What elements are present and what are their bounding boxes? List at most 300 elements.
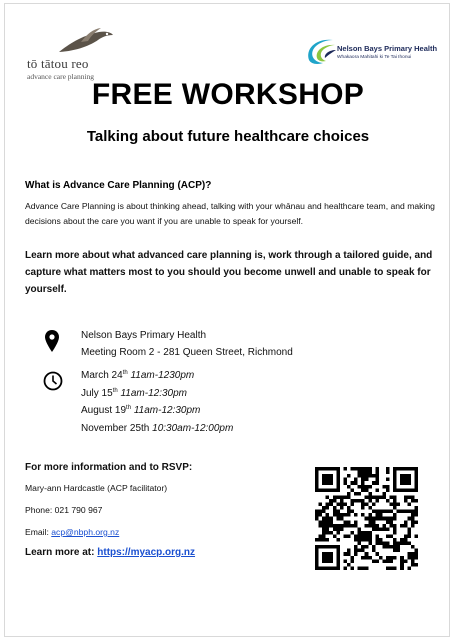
qr-module	[390, 495, 394, 499]
qr-module	[336, 556, 340, 560]
qr-module	[375, 552, 379, 556]
qr-module	[340, 527, 344, 531]
session-date: November 25th 10:30am-12:00pm	[81, 422, 234, 434]
qr-module	[326, 481, 330, 485]
qr-module	[407, 474, 411, 478]
qr-module	[329, 524, 333, 528]
qr-module	[343, 534, 347, 538]
qr-module	[336, 495, 340, 499]
qr-module	[361, 513, 365, 517]
qr-module	[382, 517, 386, 521]
location-line-1: Nelson Bays Primary Health	[81, 330, 207, 341]
qr-module	[336, 545, 340, 549]
qr-module	[365, 517, 369, 521]
section-title: What is Advance Care Planning (ACP)?	[25, 180, 212, 191]
qr-module	[322, 559, 326, 563]
qr-module	[404, 499, 408, 503]
qr-module	[404, 524, 408, 528]
qr-module	[404, 495, 408, 499]
qr-module	[400, 559, 404, 563]
qr-module	[397, 503, 401, 507]
qr-module	[329, 566, 333, 570]
qr-module	[347, 492, 351, 496]
qr-module	[368, 534, 372, 538]
qr-module	[414, 556, 418, 560]
clock-icon	[43, 371, 63, 391]
qr-module	[400, 488, 404, 492]
qr-module	[365, 503, 369, 507]
qr-module	[407, 510, 411, 514]
bird-icon	[55, 26, 115, 56]
qr-module	[361, 531, 365, 535]
qr-module	[365, 524, 369, 528]
qr-module	[322, 531, 326, 535]
qr-module	[319, 513, 323, 517]
qr-module	[404, 474, 408, 478]
phone-number: 021 790 967	[54, 505, 103, 515]
qr-module	[358, 538, 362, 542]
qr-module	[319, 488, 323, 492]
qr-module	[322, 474, 326, 478]
qr-module	[411, 520, 415, 524]
qr-module	[326, 559, 330, 563]
qr-module	[372, 495, 376, 499]
qr-module	[404, 478, 408, 482]
qr-module	[315, 513, 319, 517]
qr-module	[315, 549, 319, 553]
learn-more-paragraph: Learn more about what advanced care planning is, work through a tailored guide, and capture what matters most to you should you become unwell and unable to speak for yourself.	[25, 250, 433, 295]
session-date: July 15th 11am-12:30pm	[81, 387, 188, 399]
qr-module	[347, 534, 351, 538]
qr-module	[368, 538, 372, 542]
qr-module	[354, 520, 358, 524]
qr-module	[358, 492, 362, 496]
qr-module	[386, 527, 390, 531]
qr-module	[368, 485, 372, 489]
qr-module	[336, 471, 340, 475]
map-pin-icon	[45, 330, 59, 352]
logo-org-name: Nelson Bays Primary Health	[337, 44, 438, 53]
qr-module	[407, 527, 411, 531]
qr-module	[382, 542, 386, 546]
qr-module	[400, 556, 404, 560]
session-date: March 24th 11am-1230pm	[81, 370, 195, 381]
qr-module	[354, 552, 358, 556]
qr-module	[393, 549, 397, 553]
qr-module	[358, 566, 362, 570]
qr-module	[407, 566, 411, 570]
qr-module	[336, 488, 340, 492]
qr-module	[382, 495, 386, 499]
qr-module	[404, 467, 408, 471]
intro-paragraph: Advance Care Planning is about thinking ahead, talking with your whānau and healthcare team, and making decisions about the care you want if you are unable to speak for yourself.	[25, 201, 435, 226]
qr-module	[375, 488, 379, 492]
qr-module	[372, 474, 376, 478]
qr-module	[322, 506, 326, 510]
email-line	[25, 527, 119, 537]
qr-module	[322, 566, 326, 570]
qr-module	[322, 552, 326, 556]
qr-module	[379, 495, 383, 499]
qr-module	[368, 542, 372, 546]
qr-module	[375, 481, 379, 485]
qr-module	[361, 467, 365, 471]
qr-module	[329, 559, 333, 563]
qr-module	[407, 488, 411, 492]
qr-module	[326, 552, 330, 556]
qr-module	[326, 545, 330, 549]
qr-module	[329, 503, 333, 507]
qr-module	[393, 485, 397, 489]
qr-module	[393, 503, 397, 507]
qr-module	[390, 520, 394, 524]
qr-module	[400, 566, 404, 570]
qr-module	[382, 545, 386, 549]
qr-module	[336, 538, 340, 542]
qr-module	[343, 552, 347, 556]
qr-module	[315, 559, 319, 563]
qr-module	[319, 510, 323, 514]
qr-module	[322, 510, 326, 514]
qr-module	[315, 566, 319, 570]
qr-module	[375, 510, 379, 514]
logo-sub-text: advance care planning	[27, 72, 95, 81]
qr-module	[322, 545, 326, 549]
qr-module	[322, 467, 326, 471]
qr-module	[368, 524, 372, 528]
qr-module	[322, 524, 326, 528]
qr-module	[393, 506, 397, 510]
qr-module	[379, 517, 383, 521]
qr-module	[326, 513, 330, 517]
qr-module	[393, 566, 397, 570]
qr-module	[365, 478, 369, 482]
qr-module	[315, 485, 319, 489]
qr-module	[372, 559, 376, 563]
qr-module	[343, 495, 347, 499]
qr-module	[386, 534, 390, 538]
location-line-2: Meeting Room 2 - 281 Queen Street, Richmond	[81, 347, 293, 358]
qr-module	[336, 503, 340, 507]
qr-module	[393, 531, 397, 535]
qr-module	[393, 481, 397, 485]
qr-module	[347, 510, 351, 514]
qr-module	[361, 488, 365, 492]
qr-module	[407, 481, 411, 485]
qr-module	[404, 542, 408, 546]
qr-module	[326, 538, 330, 542]
qr-module	[365, 531, 369, 535]
qr-module	[379, 538, 383, 542]
qr-module	[365, 545, 369, 549]
qr-module	[397, 467, 401, 471]
qr-module	[414, 478, 418, 482]
qr-module	[407, 534, 411, 538]
qr-module	[386, 499, 390, 503]
qr-module	[379, 510, 383, 514]
qr-module	[407, 478, 411, 482]
qr-module	[347, 552, 351, 556]
qr-module	[404, 481, 408, 485]
qr-module	[315, 474, 319, 478]
qr-module	[393, 545, 397, 549]
qr-module	[326, 527, 330, 531]
qr-module	[336, 549, 340, 553]
contact-name: Mary-ann Hardcastle (ACP facilitator)	[25, 483, 168, 493]
qr-module	[372, 481, 376, 485]
qr-code	[315, 467, 418, 570]
qr-module	[397, 488, 401, 492]
qr-module	[386, 485, 390, 489]
qr-module	[351, 531, 355, 535]
qr-module	[407, 517, 411, 521]
qr-module	[404, 538, 408, 542]
qr-module	[411, 499, 415, 503]
qr-module	[386, 478, 390, 482]
qr-module	[365, 474, 369, 478]
qr-module	[393, 488, 397, 492]
qr-module	[343, 467, 347, 471]
qr-module	[326, 488, 330, 492]
qr-module	[414, 488, 418, 492]
qr-module	[326, 503, 330, 507]
qr-module	[414, 513, 418, 517]
qr-module	[411, 467, 415, 471]
qr-module	[326, 467, 330, 471]
qr-module	[390, 534, 394, 538]
qr-module	[372, 524, 376, 528]
qr-module	[361, 556, 365, 560]
qr-module	[372, 545, 376, 549]
qr-module	[315, 467, 319, 471]
qr-module	[351, 467, 355, 471]
qr-module	[354, 481, 358, 485]
qr-module	[414, 510, 418, 514]
qr-module	[329, 488, 333, 492]
qr-module	[329, 545, 333, 549]
qr-module	[326, 474, 330, 478]
qr-module	[358, 471, 362, 475]
qr-module	[375, 513, 379, 517]
qr-module	[390, 566, 394, 570]
qr-module	[354, 538, 358, 542]
qr-module	[358, 485, 362, 489]
qr-module	[354, 524, 358, 528]
qr-module	[414, 520, 418, 524]
qr-module	[404, 520, 408, 524]
qr-module	[354, 545, 358, 549]
qr-module	[404, 510, 408, 514]
qr-module	[343, 513, 347, 517]
qr-module	[358, 527, 362, 531]
qr-module	[336, 559, 340, 563]
qr-module	[393, 513, 397, 517]
qr-module	[347, 495, 351, 499]
qr-module	[336, 527, 340, 531]
qr-module	[365, 534, 369, 538]
qr-module	[315, 478, 319, 482]
qr-module	[393, 467, 397, 471]
qr-module	[358, 467, 362, 471]
qr-module	[372, 520, 376, 524]
qr-module	[333, 506, 337, 510]
qr-module	[326, 556, 330, 560]
qr-module	[354, 534, 358, 538]
qr-module	[382, 559, 386, 563]
qr-module	[393, 499, 397, 503]
qr-module	[351, 556, 355, 560]
qr-module	[329, 499, 333, 503]
qr-module	[372, 527, 376, 531]
qr-module	[326, 478, 330, 482]
qr-module	[368, 495, 372, 499]
qr-module	[351, 499, 355, 503]
qr-module	[333, 467, 337, 471]
qr-module	[336, 474, 340, 478]
qr-module	[393, 527, 397, 531]
qr-module	[407, 556, 411, 560]
qr-module	[343, 503, 347, 507]
qr-module	[386, 510, 390, 514]
qr-module	[361, 481, 365, 485]
qr-module	[393, 556, 397, 560]
qr-module	[365, 552, 369, 556]
qr-module	[375, 474, 379, 478]
qr-module	[315, 481, 319, 485]
qr-module	[368, 556, 372, 560]
qr-module	[329, 556, 333, 560]
qr-module	[358, 534, 362, 538]
qr-module	[382, 485, 386, 489]
qr-module	[386, 542, 390, 546]
qr-module	[375, 471, 379, 475]
qr-module	[361, 549, 365, 553]
qr-module	[386, 517, 390, 521]
qr-module	[326, 524, 330, 528]
qr-module	[340, 499, 344, 503]
qr-module	[343, 520, 347, 524]
qr-module	[372, 549, 376, 553]
qr-module	[333, 488, 337, 492]
qr-module	[411, 545, 415, 549]
phone-line	[25, 505, 102, 515]
qr-module	[411, 517, 415, 521]
qr-module	[365, 556, 369, 560]
qr-module	[333, 499, 337, 503]
qr-module	[382, 524, 386, 528]
qr-module	[319, 545, 323, 549]
qr-module	[336, 531, 340, 535]
qr-module	[365, 538, 369, 542]
qr-module	[347, 506, 351, 510]
qr-module	[414, 485, 418, 489]
qr-module	[368, 499, 372, 503]
qr-module	[368, 513, 372, 517]
qr-module	[386, 467, 390, 471]
qr-module	[414, 563, 418, 567]
qr-module	[336, 524, 340, 528]
qr-module	[333, 513, 337, 517]
qr-module	[340, 524, 344, 528]
qr-module	[386, 566, 390, 570]
qr-module	[336, 566, 340, 570]
qr-module	[400, 542, 404, 546]
qr-module	[390, 556, 394, 560]
qr-module	[351, 524, 355, 528]
qr-module	[361, 545, 365, 549]
qr-module	[375, 538, 379, 542]
qr-module	[358, 474, 362, 478]
qr-module	[329, 474, 333, 478]
qr-module	[390, 545, 394, 549]
qr-module	[411, 495, 415, 499]
qr-module	[347, 563, 351, 567]
qr-module	[368, 520, 372, 524]
learn-more-line	[25, 547, 195, 558]
qr-module	[326, 495, 330, 499]
qr-module	[336, 513, 340, 517]
qr-module	[404, 534, 408, 538]
qr-module	[414, 506, 418, 510]
qr-module	[390, 517, 394, 521]
qr-module	[354, 478, 358, 482]
qr-module	[375, 542, 379, 546]
qr-module	[379, 527, 383, 531]
website-link[interactable]: https://myacp.org.nz	[97, 547, 196, 558]
qr-module	[407, 467, 411, 471]
logo-org-tagline: Whakaora Mahitahi ki Te Tai Ihonui	[337, 55, 412, 60]
qr-module	[329, 531, 333, 535]
qr-module	[368, 471, 372, 475]
qr-module	[329, 552, 333, 556]
qr-module	[411, 510, 415, 514]
qr-module	[361, 538, 365, 542]
qr-module	[319, 503, 323, 507]
qr-module	[322, 481, 326, 485]
qr-module	[347, 549, 351, 553]
qr-module	[365, 488, 369, 492]
qr-module	[375, 534, 379, 538]
qr-module	[375, 478, 379, 482]
qr-module	[361, 499, 365, 503]
qr-module	[333, 510, 337, 514]
qr-module	[393, 524, 397, 528]
qr-module	[375, 517, 379, 521]
qr-module	[347, 524, 351, 528]
qr-module	[407, 495, 411, 499]
qr-module	[407, 503, 411, 507]
qr-module	[322, 517, 326, 521]
qr-module	[375, 467, 379, 471]
qr-module	[368, 531, 372, 535]
qr-module	[386, 488, 390, 492]
qr-module	[397, 510, 401, 514]
qr-module	[400, 510, 404, 514]
qr-module	[319, 534, 323, 538]
qr-module	[400, 563, 404, 567]
qr-module	[322, 527, 326, 531]
qr-module	[315, 556, 319, 560]
rsvp-title: For more information and to RSVP:	[25, 462, 193, 473]
qr-module	[322, 478, 326, 482]
email-link[interactable]: acp@nbph.org.nz	[51, 527, 120, 537]
qr-module	[361, 471, 365, 475]
qr-module	[386, 520, 390, 524]
qr-module	[375, 524, 379, 528]
qr-module	[365, 566, 369, 570]
qr-module	[379, 542, 383, 546]
qr-module	[393, 495, 397, 499]
